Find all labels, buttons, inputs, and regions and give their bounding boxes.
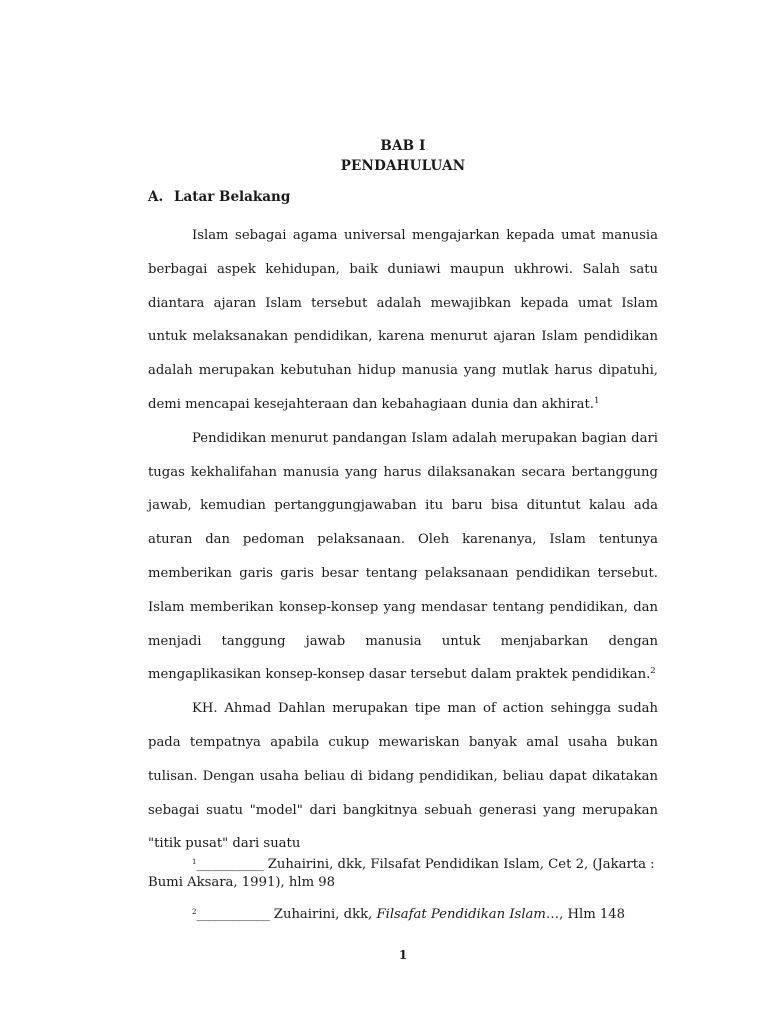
paragraph [148, 219, 658, 422]
footnote-1 [148, 856, 658, 892]
body-text [148, 219, 658, 861]
page-number: 1 [398, 948, 408, 962]
paragraph-text: KH. Ahmad Dahlan merupakan tipe man of action sehingga sudah pada tempatnya apabila cukup mewariskan banyak amal usaha bukan tulisan. Dengan usaha beliau di bidang pendidikan, beliau dapat dikatakan sebagai suatu "model" dari bangkitnya sebuah generasi yang merupakan "titik pusat" dari suatu [148, 701, 658, 852]
footnote-text: Zuhairini, dkk, [269, 907, 377, 922]
chapter-number: BAB I [380, 138, 426, 154]
footnote-mark: 2 [192, 908, 197, 916]
footnote-reference: 2 [650, 666, 656, 677]
footnotes [148, 856, 658, 938]
paragraph-text: Pendidikan menurut pandangan Islam adalah merupakan bagian dari tugas kekhalifahan manusia yang harus dilaksanakan secara bertanggung jawab, kemudian pertanggungjawaban itu baru bisa dituntut kalau ada aturan dan pedoman pelaksanaan. Oleh karenanya, Islam tentunya memberikan garis garis besar tentang pelaksanaan pendidikan tersebut. Islam memberikan konsep-konsep yang mendasar tentang pendidikan, dan menjadi tanggung jawab manusia untuk menjabarkan dengan mengaplikasikan konsep-konsep dasar tersebut dalam praktek pendidikan. [148, 430, 658, 683]
footnote-line: ___________ [196, 857, 264, 872]
section-title: Latar Belakang [174, 189, 291, 205]
chapter-title: PENDAHULUAN [340, 158, 466, 174]
section-heading [148, 189, 290, 205]
paragraph-text: Islam sebagai agama universal mengajarkan kepada umat manusia berbagai aspek kehidupan, baik duniawi maupun ukhrowi. Salah satu diantara ajaran Islam tersebut adalah mewajibkan kepada umat Islam untuk melaksanakan pendidikan, karena menurut ajaran Islam pendidikan adalah merupakan kebutuhan hidup manusia yang mutlak harus dipatuhi, demi mencapai kesejahteraan dan kebahagiaan dunia dan akhirat. [148, 228, 658, 412]
paragraph [148, 692, 658, 861]
footnote-text: Zuhairini, dkk, Filsafat Pendidikan Islam, Cet 2, (Jakarta : Bumi Aksara, 1991), hlm 98 [148, 857, 655, 890]
footnote-line: ____________ [196, 907, 270, 922]
footnote-suffix: …, Hlm 148 [545, 907, 626, 922]
footnote-2 [148, 906, 658, 924]
paragraph [148, 422, 658, 692]
footnote-mark: 1 [192, 858, 197, 866]
footnote-reference: 1 [593, 395, 600, 406]
footnote-book-title: Filsafat Pendidikan Islam [376, 907, 546, 922]
section-letter: A. [148, 189, 164, 205]
